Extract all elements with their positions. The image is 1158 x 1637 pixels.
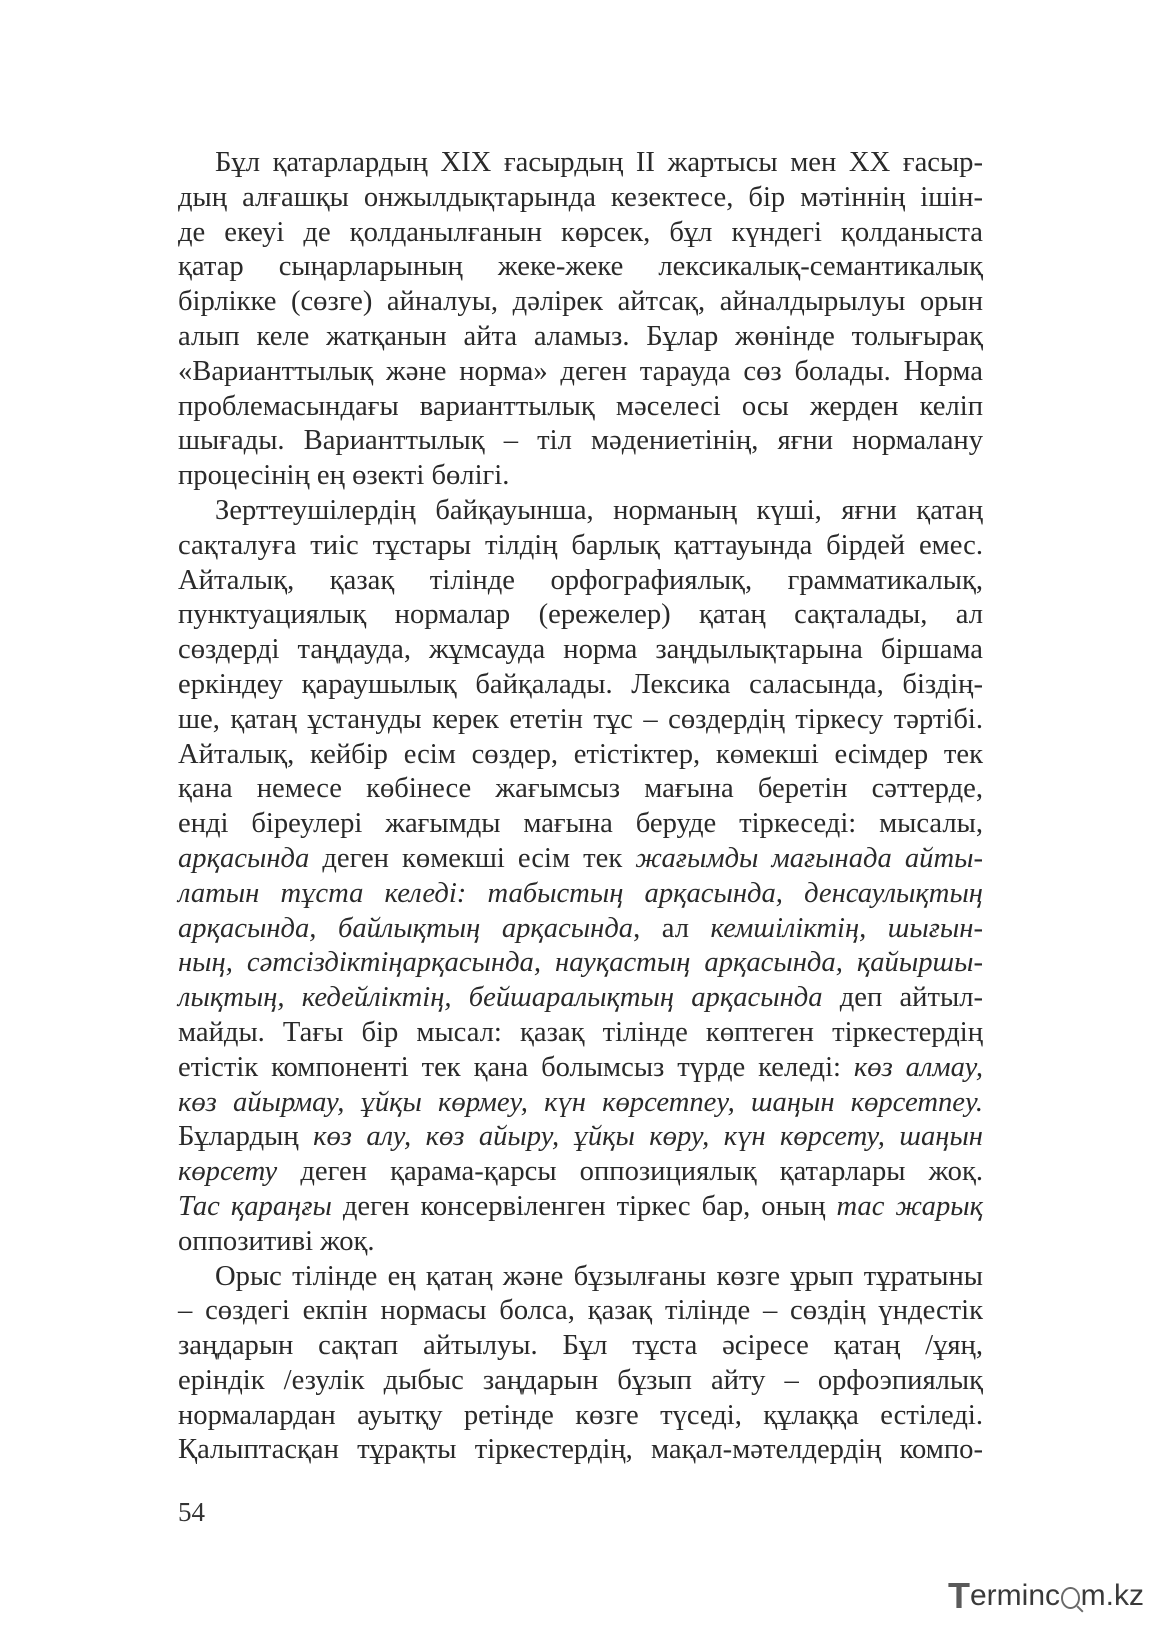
text-line <box>178 216 983 251</box>
text-line <box>178 355 983 390</box>
text-segment: Айталық, кейбір есім сөздер, етістіктер, көмекші есімдер тек <box>178 738 983 770</box>
text-segment: Орыс тілінде ең қатаң және бұзылғаны көзге ұрып тұратыны <box>215 1260 983 1292</box>
italic-text: арқасында, байлықтың арқасында <box>178 912 634 944</box>
text-segment: дың алғашқы онжылдықтарында кезектесе, бір мәтіннің ішін- <box>178 181 983 213</box>
text-line <box>178 1329 983 1364</box>
text-segment: Айталық, қазақ тілінде орфографиялық, грамматикалық, <box>178 564 983 596</box>
text-line <box>178 668 983 703</box>
text-segment: шығады. Варианттылық – тіл мәдениетінің, яғни нормалану <box>178 425 983 457</box>
italic-text: арқасында <box>178 842 310 874</box>
text-segment: майды. Тағы бір мысал: қазақ тілінде көптеген тіркестердің <box>178 1016 983 1048</box>
text-segment: еркіндеу қараушылық байқалады. Лексика саласында, біздің- <box>178 668 983 700</box>
text-line <box>178 772 983 807</box>
text-line <box>178 1399 983 1434</box>
logo-text-part-1: erminc <box>970 1579 1061 1612</box>
text-line <box>178 1225 983 1260</box>
text-line <box>178 598 983 633</box>
text-segment: деп айтыл- <box>822 982 983 1014</box>
italic-text: лықтың, кедейліктің, бейшаралықтың арқасында <box>178 982 823 1014</box>
logo-text-part-2: m.kz <box>1080 1579 1144 1612</box>
text-line <box>178 1086 983 1121</box>
text-line <box>178 877 983 912</box>
text-segment: проблемасындағы варианттылық мәселесі осы жерден келіп <box>178 390 983 422</box>
text-line <box>178 320 983 355</box>
text-segment: сөздерді таңдауда, жұмсауда норма заңдылықтарына біршама <box>178 634 983 666</box>
text-segment: – сөздегі екпін нормасы болса, қазақ тілінде – сөздің үндестік <box>178 1295 983 1327</box>
text-segment: оппозитиві жоқ. <box>178 1225 375 1257</box>
text-line <box>178 390 983 425</box>
text-segment: «Варианттылық және норма» деген тарауда сөз болады. Норма <box>178 355 983 387</box>
text-segment: , ал <box>633 912 711 944</box>
italic-text: кемшіліктің, шығын- <box>710 912 983 944</box>
text-line <box>178 424 983 459</box>
text-segment: де екеуі де қолданылғанын көрсек, бұл күндегі қолданыста <box>178 216 983 248</box>
text-line <box>178 250 983 285</box>
text-segment: пунктуациялық нормалар (ережелер) қатаң сақталады, ал <box>178 599 983 631</box>
text-segment: алып келе жатқанын айта аламыз. Бұлар жөнінде толығырақ <box>178 320 983 352</box>
italic-text: көрсету <box>178 1156 278 1188</box>
italic-text: көз айырмау, ұйқы көрмеу, күн көрсетпеу, шаңын көрсетпеу. <box>178 1086 983 1118</box>
italic-text: көз алу, көз айыру, ұйқы көру, күн көрсету, шаңын <box>313 1121 983 1153</box>
text-line <box>178 807 983 842</box>
text-segment: сақталуға тиіс тұстары тілдің барлық қаттауында бірдей емес. <box>178 529 983 561</box>
text-line <box>178 529 983 564</box>
italic-text: тас жарық <box>836 1190 983 1222</box>
text-segment: ше, қатаң ұстануды керек ететін тұс – сөздердің тіркесу тәртібі. <box>178 703 983 735</box>
text-line <box>178 703 983 738</box>
text-segment: қатар сыңарларының жеке-жеке лексикалық-семантикалық <box>178 251 983 283</box>
text-segment: деген консервіленген тіркес бар, оның <box>331 1190 837 1222</box>
italic-text: латын тұста келеді: табыстың арқасында, денсаулықтың <box>178 877 983 909</box>
text-segment: Зерттеушілердің байқауынша, норманың күші, яғни қатаң <box>215 494 983 526</box>
text-segment: еріндік /езулік дыбыс заңдарын бұзып айту – орфоэпиялық <box>178 1364 983 1396</box>
text-segment: деген көмекші есім тек <box>309 842 636 874</box>
termincom-logo <box>948 1574 1144 1618</box>
text-segment: енді біреулері жағымды мағына беруде тіркеседі: мысалы, <box>178 808 983 840</box>
text-line <box>178 1120 983 1155</box>
text-line <box>178 494 983 529</box>
text-line <box>178 181 983 216</box>
italic-text: жағымды мағынада айты- <box>635 842 983 874</box>
text-segment: нормалардан ауытқу ретінде көзге түседі, құлаққа естіледі. <box>178 1399 983 1431</box>
text-line <box>178 912 983 947</box>
body-text <box>178 146 983 1468</box>
text-line <box>178 981 983 1016</box>
text-segment: процесінің ең өзекті бөлігі. <box>178 460 510 492</box>
italic-text: ның, сәтсіздіктіңарқасында, науқастың арқасында, қайыршы- <box>178 947 983 979</box>
text-line <box>178 146 983 181</box>
text-line <box>178 1433 983 1468</box>
text-line <box>178 842 983 877</box>
text-line <box>178 564 983 599</box>
magnifier-icon <box>1061 1587 1080 1609</box>
page-number: 54 <box>178 1497 205 1527</box>
text-line <box>178 1364 983 1399</box>
text-segment: етістік компоненті тек қана болымсыз түрде келеді: <box>178 1051 854 1083</box>
text-segment: заңдарын сақтап айтылуы. Бұл тұста әсіресе қатаң /ұяң, <box>178 1330 983 1362</box>
text-line <box>178 1016 983 1051</box>
text-line <box>178 1155 983 1190</box>
text-segment: Бұлардың <box>178 1121 314 1153</box>
text-line <box>178 1294 983 1329</box>
text-segment: деген қарама-қарсы оппозициялық қатарлары жоқ. <box>277 1156 983 1188</box>
logo-letter-t: T <box>948 1575 970 1616</box>
text-segment: Бұл қатарлардың XIX ғасырдың II жартысы мен XX ғасыр- <box>215 147 983 178</box>
text-line <box>178 285 983 320</box>
text-line <box>178 1190 983 1225</box>
text-line <box>178 1051 983 1086</box>
text-line <box>178 1260 983 1295</box>
text-segment: қана немесе көбінесе жағымсыз мағына беретін сәттерде, <box>178 773 983 805</box>
italic-text: көз алмау, <box>853 1051 983 1083</box>
text-line <box>178 633 983 668</box>
text-line <box>178 738 983 773</box>
text-segment: бірлікке (сөзге) айналуы, дәлірек айтсақ, айналдырылуы орын <box>178 286 983 318</box>
italic-text: Тас қараңғы <box>178 1190 332 1222</box>
text-segment: Қалыптасқан тұрақты тіркестердің, мақал-мәтелдердің компо- <box>178 1434 983 1466</box>
text-line <box>178 459 983 494</box>
text-line <box>178 946 983 981</box>
